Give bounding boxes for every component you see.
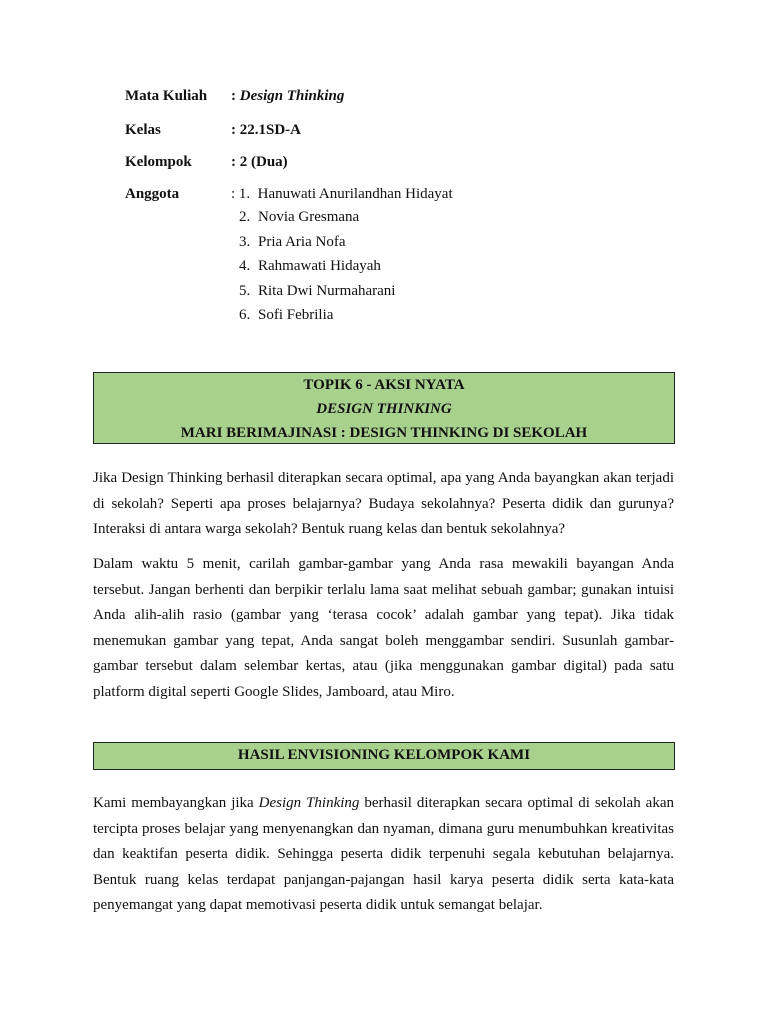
instruction-paragraph: Dalam waktu 5 menit, carilah gambar-gambar yang Anda rasa mewakili bayangan Anda tersebut. Jangan berhenti dan berpikir terlalu lama saat melihat sebuah gambar; gunakan intuisi Anda alih-alih rasio (gambar yang ‘terasa cocok’ adalah gambar yang tepat). Jika tidak menemukan gambar yang tepat, Anda sangat boleh menggambar sendiri. Susunlah gambar-gambar tersebut dalam selembar kertas, atau (jika menggunakan gambar digital) pada satu platform digital seperti Google Slides, Jamboard, atau Miro. [93,556,674,700]
member-name: Hanuwati Anurilandhan Hidayat [257,186,453,202]
member-item [239,305,333,325]
member-number: 1. [238,186,251,202]
group-value: : 2 (Dua) [231,154,288,170]
member-first-wrap [231,184,453,204]
member-number: 2. [239,209,251,225]
topic-title: TOPIK 6 - AKSI NYATA [303,377,465,393]
member-item [239,232,345,252]
member-item [239,281,395,301]
group-label: Kelompok [125,154,192,170]
member-name: Rahmawati Hidayah [258,258,381,274]
topic-subtitle: DESIGN THINKING [316,401,452,417]
member-name: Rita Dwi Nurmaharani [258,283,396,299]
member-item [239,256,381,276]
result-emphasis: Design Thinking [258,795,360,811]
result-heading-box [93,742,675,770]
class-label: Kelas [125,122,161,138]
member-item [239,207,359,227]
course-label: Mata Kuliah [125,88,208,104]
member-number: 4. [239,258,251,274]
member-name: Sofi Febrilia [258,307,334,323]
result-lead: Kami membayangkan jika [93,795,259,811]
member-name: Novia Gresmana [258,209,360,225]
member-number: 3. [239,234,251,250]
class-value: : 22.1SD-A [231,122,301,138]
course-sep: : [231,88,240,104]
members-sep: : [231,186,239,202]
intro-paragraph: Jika Design Thinking berhasil diterapkan secara optimal, apa yang Anda bayangkan akan terjadi di sekolah? Seperti apa proses belajarnya? Budaya sekolahnya? Peserta didik dan gurunya? Interaksi di antara warga sekolah? Bentuk ruang kelas dan bentuk sekolahnya? [93,470,674,537]
member-name: Pria Aria Nofa [258,234,346,250]
result-title: HASIL ENVISIONING KELOMPOK KAMI [237,747,531,763]
topic-theme: MARI BERIMAJINASI : DESIGN THINKING DI SEKOLAH [180,425,588,441]
members-label: Anggota [125,186,180,202]
result-rest: berhasil diterapkan secara optimal di sekolah akan tercipta proses belajar yang menyenangkan dan nyaman, dimana guru menumbuhkan kreativitas dan keaktifan peserta didik. Sehingga peserta didik terpenuhi segala kebutuhan belajarnya. Bentuk ruang kelas terdapat panjangan-pajangan hasil karya peserta didik serta kata-kata penyemangat yang dapat memotivasi peserta didik untuk semangat belajar. [93,795,674,913]
member-number: 5. [239,283,251,299]
member-number: 6. [239,307,251,323]
result-paragraph [93,791,674,919]
course-value-wrap [231,86,344,106]
topic-heading-box [93,372,675,444]
course-value: Design Thinking [239,88,345,104]
